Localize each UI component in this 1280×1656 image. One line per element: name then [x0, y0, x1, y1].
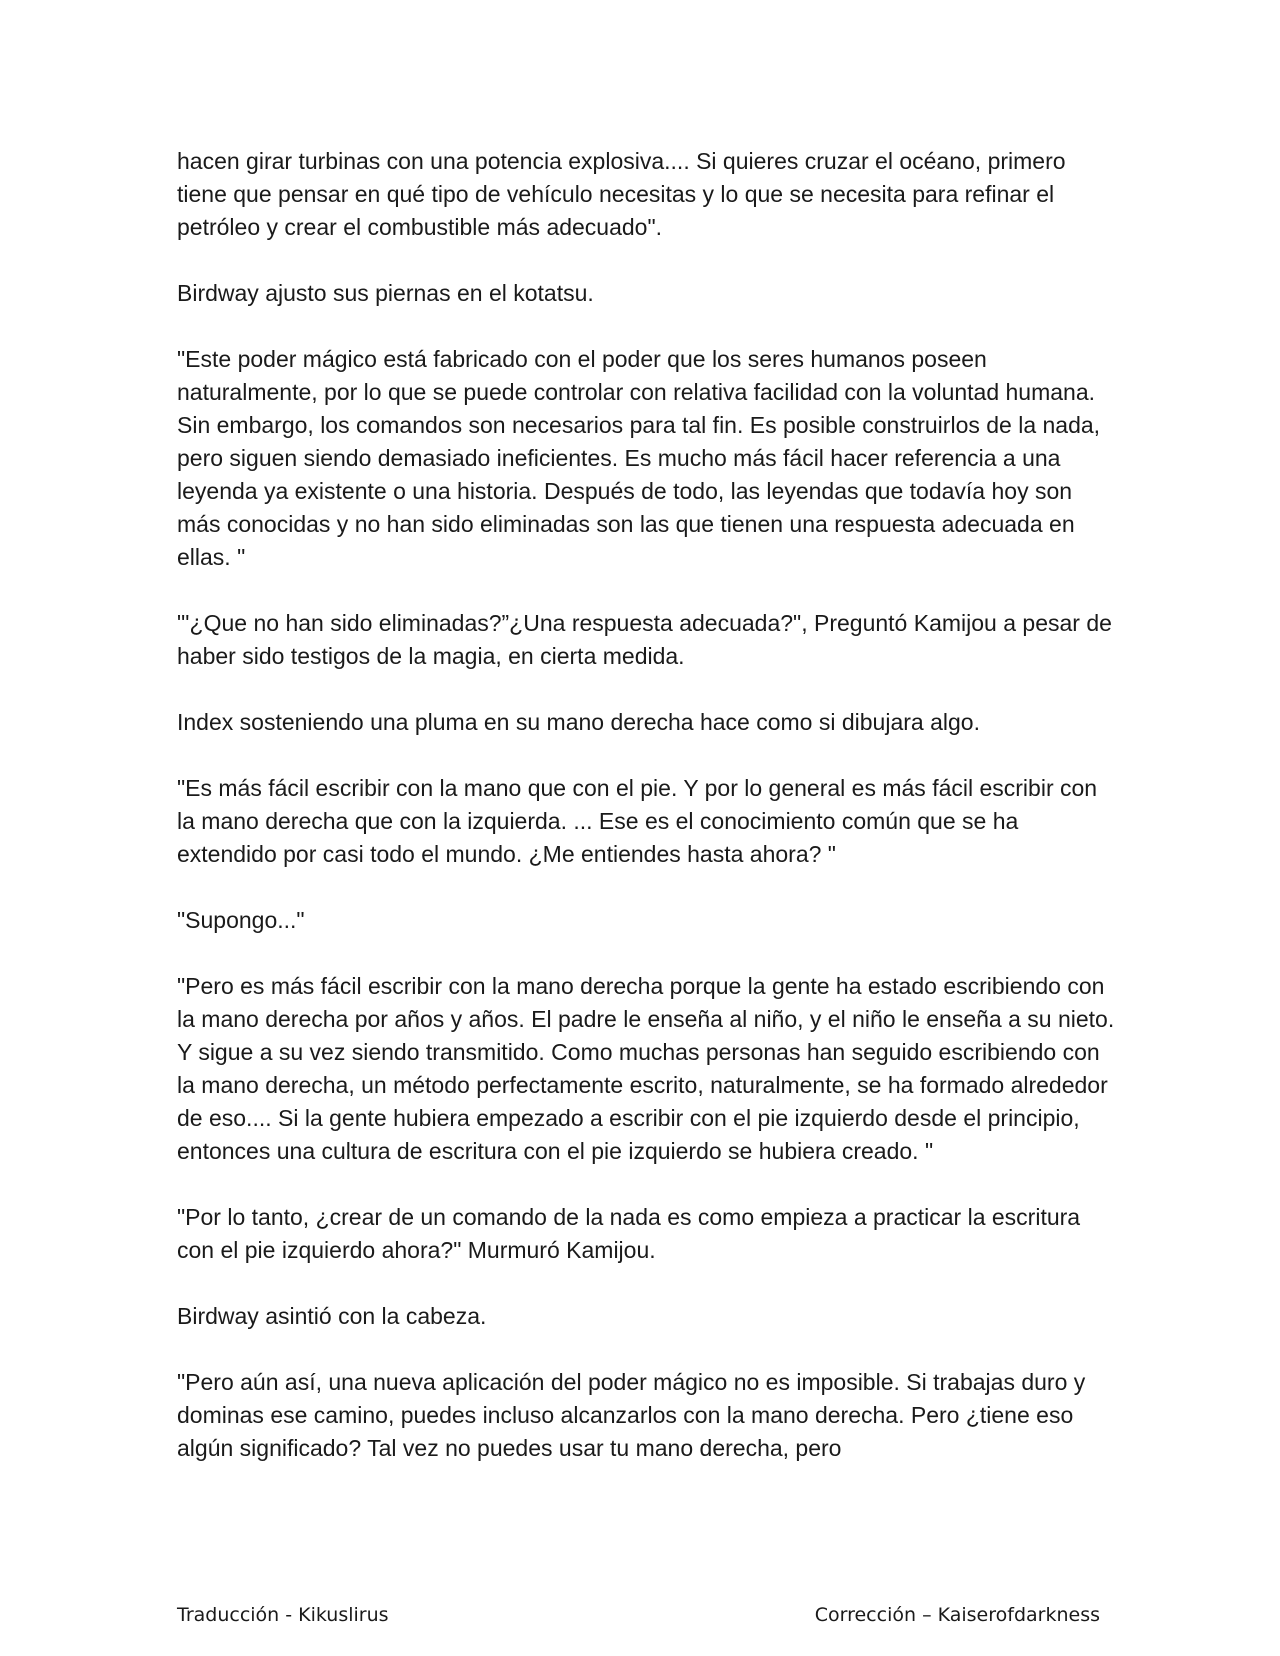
paragraph: Birdway asintió con la cabeza. — [177, 1303, 487, 1329]
paragraph: "Este poder mágico está fabricado con el poder que los seres humanos poseen naturalmente, por lo que se puede controlar con relativa facilidad con la voluntad humana. Sin embargo, los comandos son necesarios para tal fin. Es posible construirlos de la nada, pero siguen siendo demasiado ineficientes. Es mucho más fácil hacer referencia a una leyenda ya existente o una historia. Después de todo, las leyendas que todavía hoy son más conocidas y no han sido eliminadas son las que tienen una respuesta adecuada en ellas. " — [177, 346, 1101, 570]
paragraph: "Pero es más fácil escribir con la mano derecha porque la gente ha estado escribiendo con la mano derecha por años y años. El padre le enseña al niño, y el niño le enseña a su nieto. Y sigue a su vez siendo transmitido. Como muchas personas han seguido escribiendo con la mano derecha, un método perfectamente escrito, naturalmente, se ha formado alrededor de eso.... Si la gente hubiera empezado a escribir con el pie izquierdo desde el principio, entonces una cultura de escritura con el pie izquierdo se hubiera creado. " — [177, 973, 1115, 1164]
paragraph: "'¿Que no han sido eliminadas?”¿Una respuesta adecuada?", Preguntó Kamijou a pesar de haber sido testigos de la magia, en cierta medida. — [177, 610, 1112, 669]
paragraph: hacen girar turbinas con una potencia explosiva.... Si quieres cruzar el océano, primero tiene que pensar en qué tipo de vehículo necesitas y lo que se necesita para refinar el petróleo y crear el combustible más adecuado". — [177, 148, 1066, 240]
paragraph: Birdway ajusto sus piernas en el kotatsu. — [177, 280, 594, 306]
footer-correction-credit: Corrección – Kaiserofdarkness — [814, 1604, 1100, 1626]
body-text — [177, 145, 1117, 1465]
paragraph: "Supongo..." — [177, 907, 305, 933]
paragraph: Index sosteniendo una pluma en su mano derecha hace como si dibujara algo. — [177, 709, 980, 735]
paragraph: "Pero aún así, una nueva aplicación del poder mágico no es imposible. Si trabajas duro y dominas ese camino, puedes incluso alcanzarlos con la mano derecha. Pero ¿tiene eso algún significado? Tal vez no puedes usar tu mano derecha, pero — [177, 1369, 1086, 1461]
paragraph: "Por lo tanto, ¿crear de un comando de la nada es como empieza a practicar la escritura con el pie izquierdo ahora?" Murmuró Kamijou. — [177, 1204, 1081, 1263]
paragraph: "Es más fácil escribir con la mano que con el pie. Y por lo general es más fácil escribir con la mano derecha que con la izquierda. ... Ese es el conocimiento común que se ha extendido por casi todo el mundo. ¿Me entiendes hasta ahora? " — [177, 775, 1098, 867]
footer-translation-credit: Traducción - Kikuslirus — [177, 1604, 389, 1626]
